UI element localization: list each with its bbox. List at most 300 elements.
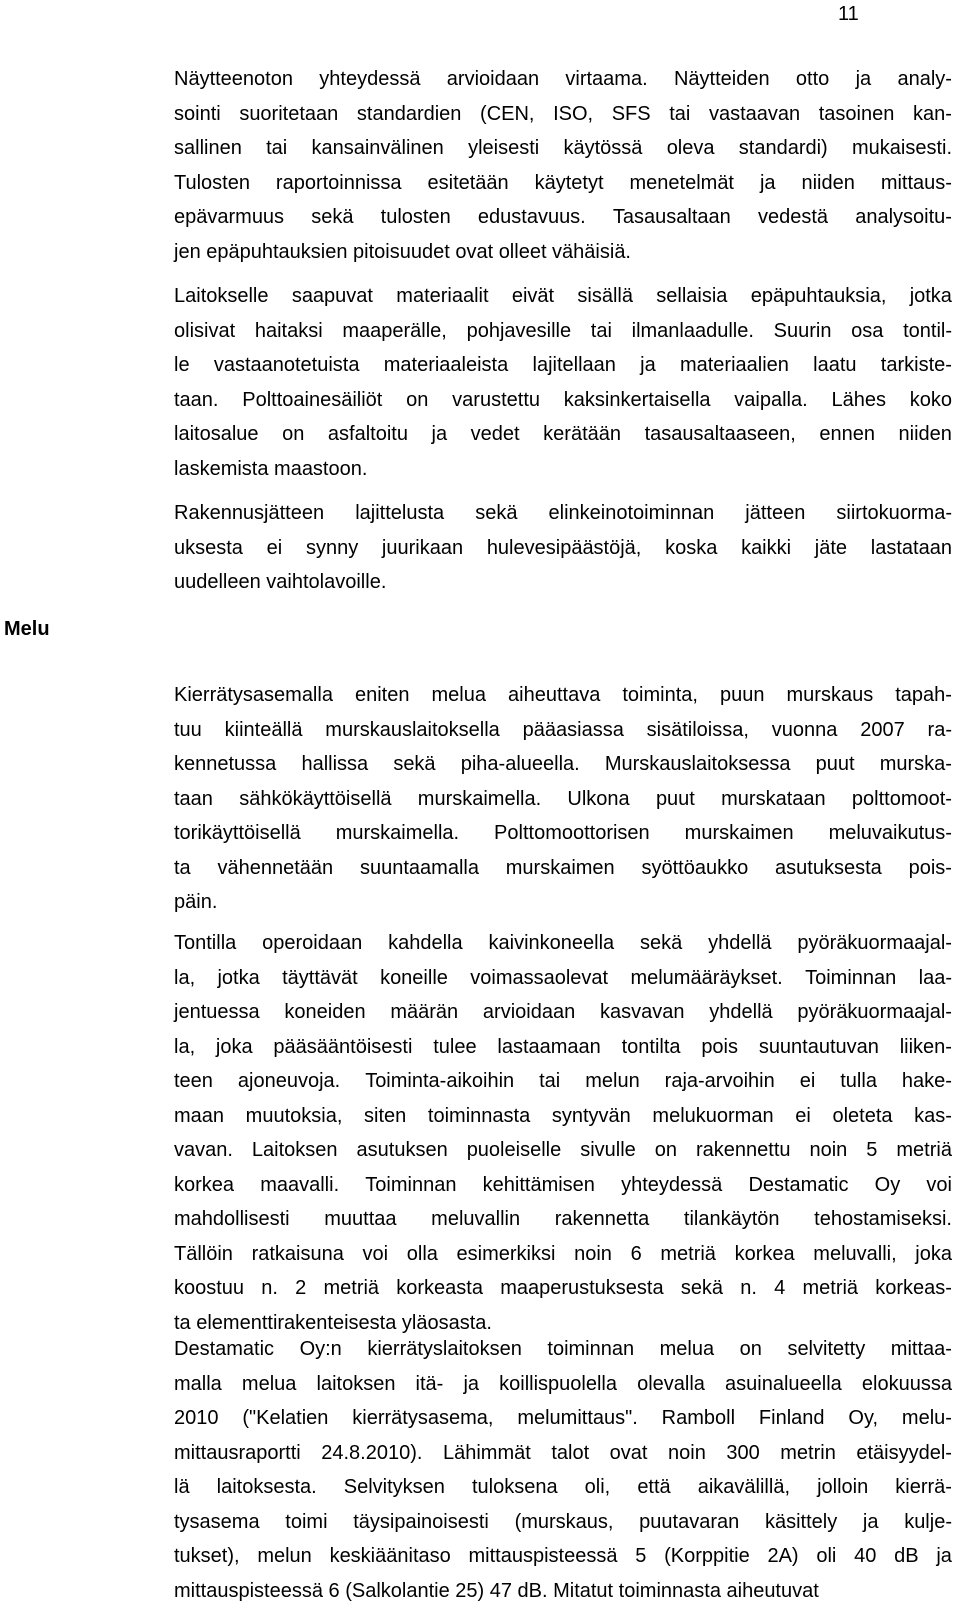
word: le <box>174 348 190 383</box>
word: maaperälle, <box>342 314 447 349</box>
word: la, <box>174 961 195 996</box>
word: ennen <box>819 417 875 452</box>
word: ja <box>856 62 872 97</box>
word: murskaimella. <box>418 782 541 817</box>
text-line <box>174 678 952 713</box>
word: uudelleen vaihtolavoille. <box>174 565 386 600</box>
word: arvioidaan <box>447 62 539 97</box>
word: eivät <box>512 279 554 314</box>
word: ratkaisuna <box>252 1237 344 1272</box>
word: laatu <box>813 348 856 383</box>
page-number: 11 <box>838 2 859 26</box>
word: murskaus <box>787 678 874 713</box>
word: la, <box>174 1030 195 1065</box>
word: osa <box>851 314 883 349</box>
text-line <box>174 1030 952 1065</box>
word: murska- <box>880 747 952 782</box>
word: Toiminnan <box>365 1168 456 1203</box>
word: 5 <box>866 1133 877 1168</box>
word: synny <box>306 531 358 566</box>
word: lä <box>174 1470 190 1505</box>
word: ei <box>795 1099 811 1134</box>
word: melukuorman <box>652 1099 773 1134</box>
word: rakennetta <box>555 1202 650 1237</box>
text-line <box>174 1505 952 1540</box>
word: mittaa- <box>891 1332 952 1367</box>
word: kaksinkertaisella <box>564 383 711 418</box>
word: korkeasta <box>396 1271 483 1306</box>
word: taan <box>174 782 213 817</box>
word: ja <box>936 1539 952 1574</box>
word: murskaimella. <box>336 816 459 851</box>
text-line <box>174 1099 952 1134</box>
paragraph <box>174 926 952 1340</box>
word: oleva <box>667 131 715 166</box>
word: vaipalla. <box>734 383 807 418</box>
word: esimerkiksi <box>457 1237 556 1272</box>
word: 2 <box>295 1271 306 1306</box>
word: ei <box>800 1064 816 1099</box>
word: tapah- <box>895 678 952 713</box>
word: (CEN, <box>480 97 534 132</box>
word: tasoinen <box>819 97 895 132</box>
word: jen epäpuhtauksien pitoisuudet ovat olleet vähäisiä. <box>174 235 631 270</box>
text-line <box>174 348 952 383</box>
word: täysipainoisesti <box>353 1505 489 1540</box>
word: on <box>655 1133 677 1168</box>
section-heading-melu: Melu <box>4 617 50 641</box>
word: tuloksena <box>472 1470 558 1505</box>
word: pääsääntöisesti <box>273 1030 412 1065</box>
word: Laitoksen <box>252 1133 338 1168</box>
word: itä- <box>416 1367 444 1402</box>
word: dB <box>894 1539 918 1574</box>
word: ja <box>863 1505 879 1540</box>
word: kasvavan <box>600 995 685 1030</box>
text-line <box>174 961 952 996</box>
word: syöttöaukko <box>642 851 749 886</box>
word: vuonna <box>772 713 838 748</box>
word: 5 <box>635 1539 646 1574</box>
word: teen <box>174 1064 213 1099</box>
word: Finland <box>759 1401 825 1436</box>
word: kiinteällä <box>225 713 303 748</box>
word: melun <box>585 1064 639 1099</box>
word: uksesta <box>174 531 243 566</box>
word: analy- <box>897 62 951 97</box>
word: vähennetään <box>218 851 334 886</box>
text-line <box>174 1168 952 1203</box>
word: 2A) <box>767 1539 798 1574</box>
word: ja <box>463 1367 479 1402</box>
word: joka <box>216 1030 253 1065</box>
word: sähkökäyttöisellä <box>239 782 391 817</box>
word: tai <box>539 1064 560 1099</box>
word: n. <box>261 1271 278 1306</box>
text-line <box>174 62 952 97</box>
text-line <box>174 531 952 566</box>
word: menetelmät <box>630 166 735 201</box>
word: olisivat <box>174 314 235 349</box>
word: jentuessa <box>174 995 260 1030</box>
text-line <box>174 200 952 235</box>
word: korkea <box>174 1168 234 1203</box>
word: muutoksia, <box>246 1099 343 1134</box>
word: eniten <box>355 678 410 713</box>
word: murskaimen <box>506 851 615 886</box>
word: vavan. <box>174 1133 233 1168</box>
word: suoritetaan <box>239 97 338 132</box>
word: tulla <box>840 1064 877 1099</box>
word: Tontilla <box>174 926 236 961</box>
word: täyttävät <box>282 961 358 996</box>
word: melun <box>257 1539 311 1574</box>
word: puoleiselle <box>467 1133 562 1168</box>
word: Rakennusjätteen <box>174 496 324 531</box>
word: jäte <box>815 531 847 566</box>
word: toiminnasta <box>428 1099 530 1134</box>
word: melua <box>432 678 486 713</box>
word: tai <box>669 97 690 132</box>
word: oli, <box>585 1470 611 1505</box>
word: ajoneuvoja. <box>238 1064 340 1099</box>
word: että <box>637 1470 670 1505</box>
word: Kierrätysasemalla <box>174 678 333 713</box>
word: Oy <box>875 1168 901 1203</box>
word: varustettu <box>452 383 540 418</box>
word: tilankäytön <box>684 1202 780 1237</box>
word: pääasiassa <box>523 713 624 748</box>
word: ra- <box>928 713 952 748</box>
word: SFS <box>612 97 651 132</box>
word: mittaus- <box>881 166 952 201</box>
word: voi <box>926 1168 952 1203</box>
text-line <box>174 97 952 132</box>
text-line <box>174 713 952 748</box>
word: Tulosten <box>174 166 250 201</box>
word: standardi) <box>739 131 828 166</box>
word: Toiminnan <box>805 961 896 996</box>
text-line <box>174 1539 952 1574</box>
word: ovat <box>610 1436 648 1471</box>
word: sisällä <box>577 279 633 314</box>
text-line <box>174 1133 952 1168</box>
word: tehostamiseksi. <box>814 1202 952 1237</box>
word: yhteydessä <box>621 1168 722 1203</box>
word: Polttoainesäiliöt <box>242 383 382 418</box>
word: voi <box>363 1237 389 1272</box>
word: sellaisia <box>656 279 727 314</box>
word: kaivinkoneella <box>489 926 615 961</box>
word: taan. <box>174 383 218 418</box>
word: kennetussa <box>174 747 276 782</box>
word: etäisyydel- <box>856 1436 952 1471</box>
word: melumittaus". <box>517 1401 637 1436</box>
word: polttomoot- <box>852 782 952 817</box>
word: toiminnan <box>547 1332 634 1367</box>
word: piha-alueella. <box>461 747 580 782</box>
word: 6 <box>631 1237 642 1272</box>
word: suuntautuvan <box>759 1030 879 1065</box>
word: haitaksi <box>255 314 323 349</box>
word: kehittämisen <box>483 1168 595 1203</box>
word: niiden <box>801 166 854 201</box>
word: materiaalien <box>680 348 789 383</box>
word: sekä <box>393 747 435 782</box>
word: puun <box>720 678 765 713</box>
paragraph <box>174 279 952 486</box>
word: jolloin <box>817 1470 868 1505</box>
text-line <box>174 1271 952 1306</box>
text-line <box>174 496 952 531</box>
word: epävarmuus <box>174 200 284 235</box>
text-line <box>174 926 952 961</box>
word: lajittelusta <box>355 496 444 531</box>
word: tulosten <box>381 200 451 235</box>
text-line <box>174 1470 952 1505</box>
word: ja <box>432 417 448 452</box>
word: ilmanlaadulle. <box>632 314 754 349</box>
text-line <box>174 816 952 851</box>
word: noin <box>809 1133 847 1168</box>
word: edustavuus. <box>478 200 586 235</box>
word: tarkiste- <box>881 348 952 383</box>
word: epäpuhtauksia, <box>751 279 887 314</box>
word: aikavälillä, <box>698 1470 790 1505</box>
word: operoidaan <box>262 926 362 961</box>
word: laitosalue <box>174 417 259 452</box>
word: Polttomoottorisen <box>494 816 650 851</box>
word: jotka <box>910 279 952 314</box>
text-line <box>174 1202 952 1237</box>
word: käsittely <box>765 1505 837 1540</box>
word: asfaltoitu <box>328 417 408 452</box>
word: sivulle <box>580 1133 636 1168</box>
word: sallinen <box>174 131 242 166</box>
word: elinkeinotoiminnan <box>549 496 715 531</box>
word: ta <box>174 851 191 886</box>
word: tai <box>266 131 287 166</box>
text-line <box>174 565 952 600</box>
word: suuntaamalla <box>360 851 479 886</box>
word: ta elementtirakenteisesta yläosasta. <box>174 1306 492 1341</box>
word: materiaaleista <box>384 348 509 383</box>
word: sekä <box>475 496 517 531</box>
word: kulje- <box>904 1505 952 1540</box>
word: asutuksen <box>357 1133 448 1168</box>
word: kaikki <box>741 531 791 566</box>
word: 40 <box>854 1539 876 1574</box>
word: tulee <box>433 1030 476 1065</box>
word: 4 <box>774 1271 785 1306</box>
word: puut <box>816 747 855 782</box>
word: murskataan <box>721 782 826 817</box>
text-line <box>174 885 952 920</box>
word: päin. <box>174 885 217 920</box>
word: materiaalit <box>396 279 488 314</box>
text-line <box>174 235 952 270</box>
word: yhdellä <box>709 995 772 1030</box>
word: Näytteiden <box>674 62 770 97</box>
word: tukset), <box>174 1539 240 1574</box>
word: laitoksen <box>317 1367 396 1402</box>
word: standardien <box>357 97 462 132</box>
word: mukaisesti. <box>852 131 952 166</box>
word: meluvallin <box>431 1202 520 1237</box>
word: hake- <box>902 1064 952 1099</box>
paragraph <box>174 1332 952 1608</box>
word: pohjavesille <box>467 314 572 349</box>
word: sekä <box>640 926 682 961</box>
word: mittauspisteessä 6 (Salkolantie 25) 47 dB. Mitatut toiminnasta aiheutuvat <box>174 1574 819 1608</box>
word: mittauspisteessä <box>469 1539 618 1574</box>
word: jätteen <box>745 496 805 531</box>
text-line <box>174 995 952 1030</box>
word: melua <box>242 1367 296 1402</box>
word: koneille <box>380 961 448 996</box>
word: laa- <box>919 961 952 996</box>
word: meluvalli, <box>813 1237 896 1272</box>
word: metrin <box>780 1436 836 1471</box>
word: vastaavan <box>709 97 800 132</box>
word: on <box>282 417 304 452</box>
word: syntyvän <box>552 1099 631 1134</box>
word: metriä <box>802 1271 858 1306</box>
word: melua <box>660 1332 714 1367</box>
word: sointi <box>174 97 221 132</box>
word: ja <box>640 348 656 383</box>
word: Destamatic <box>174 1332 274 1367</box>
word: (Korppitie <box>664 1539 750 1574</box>
word: olla <box>407 1237 438 1272</box>
word: vedestä <box>758 200 828 235</box>
word: mittausraportti <box>174 1436 301 1471</box>
paragraph <box>174 496 952 600</box>
word: puut <box>656 782 695 817</box>
word: koostuu <box>174 1271 244 1306</box>
word: n. <box>740 1271 757 1306</box>
word: lastataan <box>871 531 952 566</box>
word: pyöräkuormaajal- <box>797 995 952 1030</box>
text-line <box>174 1332 952 1367</box>
word: vastaanotetuista <box>214 348 360 383</box>
word: melu- <box>902 1401 952 1436</box>
text-line <box>174 1401 952 1436</box>
paragraph <box>174 678 952 920</box>
text-line <box>174 279 952 314</box>
word: yhdellä <box>708 926 771 961</box>
word: 2007 <box>860 713 905 748</box>
word: puutavaran <box>639 1505 739 1540</box>
word: joka <box>915 1237 952 1272</box>
word: noin <box>574 1237 612 1272</box>
word: tontil- <box>903 314 952 349</box>
word: (murskaus, <box>515 1505 614 1540</box>
word: korkea <box>735 1237 795 1272</box>
text-line <box>174 131 952 166</box>
word: mahdollisesti <box>174 1202 290 1237</box>
word: korkeas- <box>875 1271 952 1306</box>
word: metriä <box>660 1237 716 1272</box>
word: Laitokselle <box>174 279 269 314</box>
word: voimassaolevat <box>470 961 608 996</box>
word: elokuussa <box>862 1367 952 1402</box>
word: maaperustuksesta <box>500 1271 663 1306</box>
word: muuttaa <box>324 1202 396 1237</box>
word: ei <box>267 531 283 566</box>
text-line <box>174 166 952 201</box>
word: murskaimen <box>685 816 794 851</box>
text-line <box>174 782 952 817</box>
word: yleisesti <box>468 131 539 166</box>
word: noin <box>668 1436 706 1471</box>
word: selvitetty <box>787 1332 865 1367</box>
word: Lähes <box>831 383 886 418</box>
word: Destamatic <box>748 1168 848 1203</box>
word: analysoitu- <box>855 200 952 235</box>
word: keskiäänitaso <box>330 1539 451 1574</box>
text-line <box>174 747 952 782</box>
word: otto <box>796 62 829 97</box>
text-line <box>174 314 952 349</box>
word: tysasema <box>174 1505 260 1540</box>
word: murskauslaitoksella <box>325 713 500 748</box>
word: on <box>406 383 428 418</box>
word: yhteydessä <box>319 62 420 97</box>
word: sekä <box>681 1271 723 1306</box>
word: melumääräykset. <box>630 961 782 996</box>
word: ja <box>760 166 776 201</box>
word: siten <box>364 1099 406 1134</box>
word: pois- <box>909 851 952 886</box>
word: koska <box>665 531 717 566</box>
word: metriä <box>896 1133 952 1168</box>
word: koneiden <box>284 995 365 1030</box>
text-line <box>174 1436 952 1471</box>
word: pois <box>701 1030 738 1065</box>
word: tasausaltaaseen, <box>645 417 796 452</box>
word: ("Kelatien <box>242 1401 328 1436</box>
word: 2010 <box>174 1401 219 1436</box>
word: sekä <box>311 200 353 235</box>
word: Tällöin <box>174 1237 233 1272</box>
word: Oy:n <box>300 1332 342 1367</box>
word: määrän <box>390 995 458 1030</box>
word: liiken- <box>900 1030 952 1065</box>
word: tontilta <box>622 1030 681 1065</box>
word: ISO, <box>553 97 593 132</box>
word: kan- <box>913 97 952 132</box>
word: siirtokuorma- <box>836 496 952 531</box>
word: meluvaikutus- <box>829 816 952 851</box>
word: raja-arvoihin <box>665 1064 775 1099</box>
word: Oy, <box>848 1401 878 1436</box>
word: kierrätysasema, <box>352 1401 493 1436</box>
word: 300 <box>726 1436 759 1471</box>
word: juurikaan <box>382 531 463 566</box>
word: asutuksesta <box>775 851 882 886</box>
text-line <box>174 851 952 886</box>
word: toimi <box>285 1505 327 1540</box>
word: metriä <box>323 1271 379 1306</box>
word: Näytteenoton <box>174 62 293 97</box>
word: kierrätyslaitoksen <box>367 1332 522 1367</box>
word: maan <box>174 1099 224 1134</box>
word: kas- <box>914 1099 952 1134</box>
text-line <box>174 452 952 487</box>
word: sisätiloissa, <box>647 713 749 748</box>
word: kierrä- <box>895 1470 952 1505</box>
